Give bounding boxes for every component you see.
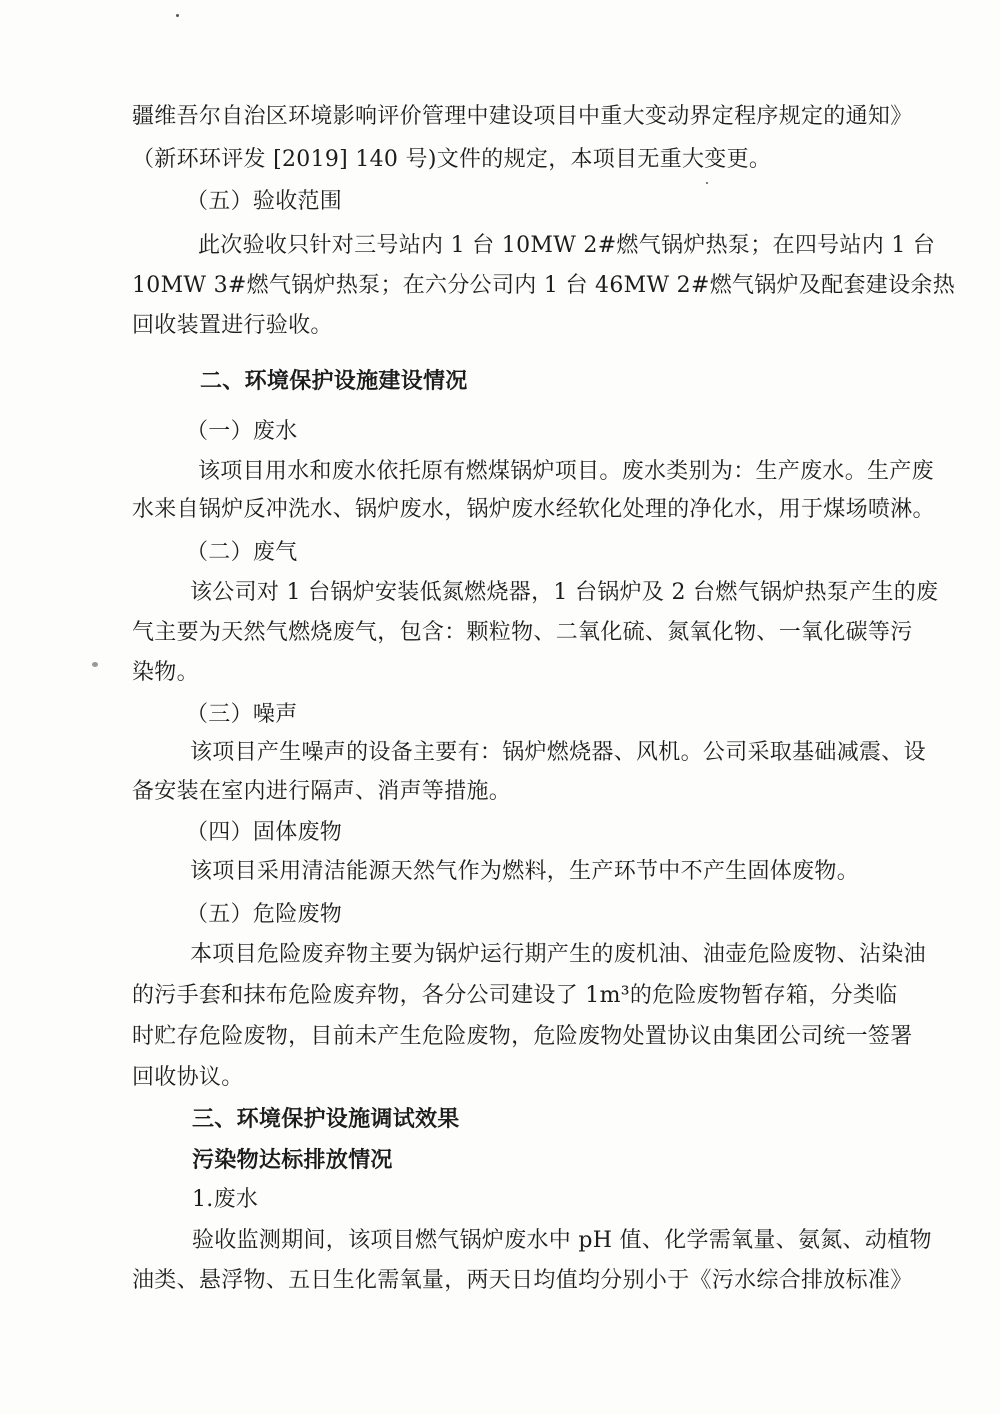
paragraph-line: 此次验收只针对三号站内 1 台 10MW 2#燃气锅炉热泵；在四号站内 1 台 xyxy=(198,233,936,258)
paragraph-line: 本项目危险废弃物主要为锅炉运行期产生的废机油、油壶危险废物、沾染油 xyxy=(190,942,926,967)
subheading: （一）废水 xyxy=(186,419,298,444)
paragraph-line: 气主要为天然气燃烧废气，包含：颗粒物、二氧化硫、氮氧化物、一氧化碳等污 xyxy=(132,620,913,645)
scan-speck xyxy=(92,662,98,667)
subheading: （三）噪声 xyxy=(186,702,298,727)
paragraph-line: 该项目产生噪声的设备主要有：锅炉燃烧器、风机。公司采取基础减震、设 xyxy=(190,740,926,765)
paragraph-line: 时贮存危险废物，目前未产生危险废物，危险废物处置协议由集团公司统一签署 xyxy=(132,1024,913,1049)
paragraph-line: 染物。 xyxy=(132,660,199,685)
paragraph-line: 10MW 3#燃气锅炉热泵；在六分公司内 1 台 46MW 2#燃气锅炉及配套建设余热 xyxy=(132,273,955,298)
paragraph-line: 水来自锅炉反冲洗水、锅炉废水，锅炉废水经软化处理的净化水，用于煤场喷淋。 xyxy=(132,497,935,522)
paragraph-line: 该项目用水和废水依托原有燃煤锅炉项目。废水类别为：生产废水。生产废 xyxy=(198,459,934,484)
subheading: （五）危险废物 xyxy=(186,902,343,927)
subheading: （五）验收范围 xyxy=(186,189,343,214)
paragraph-line: 该公司对 1 台锅炉安装低氮燃烧器，1 台锅炉及 2 台燃气锅炉热泵产生的废 xyxy=(190,580,939,605)
scan-speck xyxy=(176,14,179,17)
paragraph-line: 该项目采用清洁能源天然气作为燃料，生产环节中不产生固体废物。 xyxy=(190,859,860,884)
section-heading: 三、环境保护设施调试效果 xyxy=(192,1106,460,1132)
paragraph-line: 回收装置进行验收。 xyxy=(132,313,333,338)
paragraph-line: 油类、悬浮物、五日生化需氧量，两天日均值均分别小于《污水综合排放标准》 xyxy=(132,1268,913,1293)
subheading: 1.废水 xyxy=(192,1187,259,1212)
section-heading: 二、环境保护设施建设情况 xyxy=(200,368,468,394)
paragraph-line: 验收监测期间，该项目燃气锅炉废水中 pH 值、化学需氧量、氨氮、动植物 xyxy=(192,1228,932,1253)
scan-speck xyxy=(706,182,708,184)
paragraph-line: （新环环评发 [2019] 140 号)文件的规定，本项目无重大变更。 xyxy=(132,147,772,172)
paragraph-line: 疆维吾尔自治区环境影响评价管理中建设项目中重大变动界定程序规定的通知》 xyxy=(132,104,913,129)
subheading: （四）固体废物 xyxy=(186,820,343,845)
subheading: （二）废气 xyxy=(186,540,298,565)
paragraph-line: 回收协议。 xyxy=(132,1065,244,1090)
subheading: 污染物达标排放情况 xyxy=(192,1147,393,1173)
paragraph-line: 备安装在室内进行隔声、消声等措施。 xyxy=(132,779,512,804)
paragraph-line: 的污手套和抹布危险废弃物，各分公司建设了 1m³的危险废物暂存箱，分类临 xyxy=(132,983,898,1008)
